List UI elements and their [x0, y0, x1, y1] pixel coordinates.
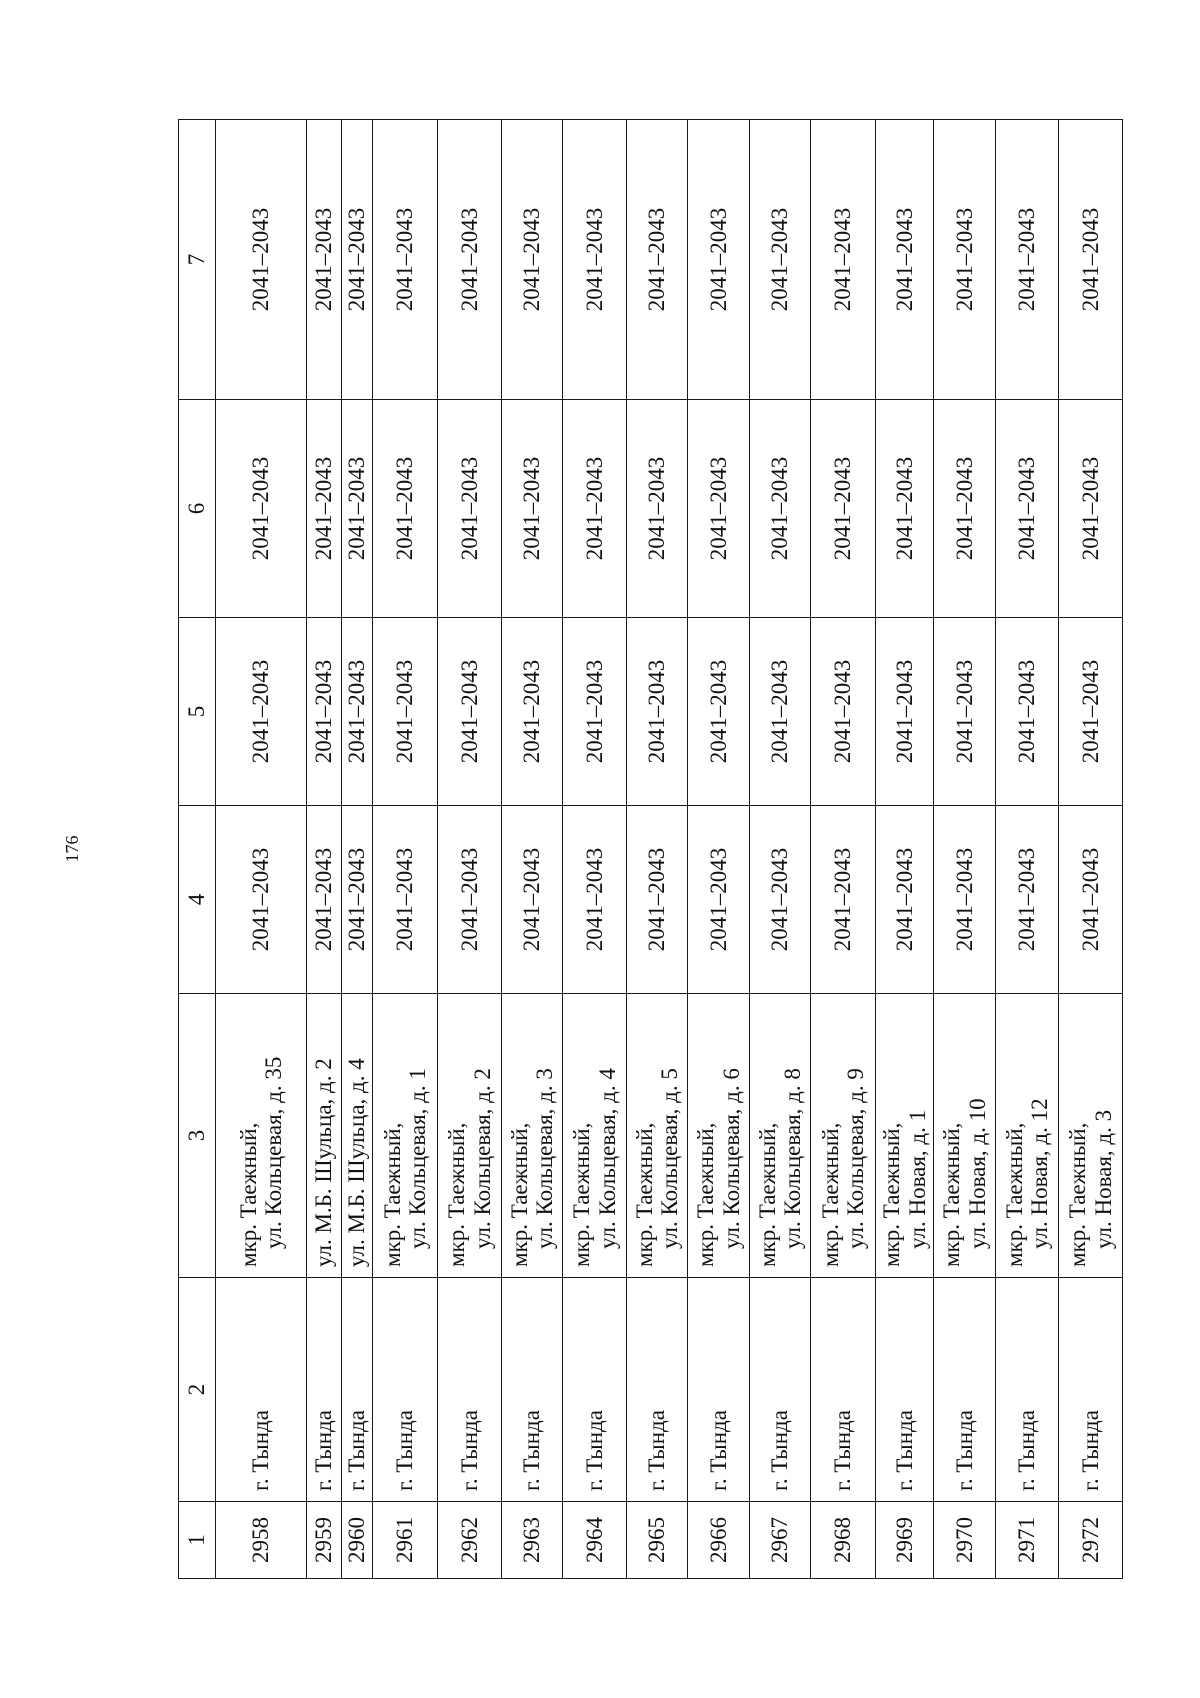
column-header: 5 — [179, 618, 216, 806]
period-cell-col6: 2041–2043 — [749, 400, 810, 618]
table-row — [688, 120, 749, 1579]
address-line: мкр. Таежный, — [444, 1122, 470, 1267]
period-cell-col5: 2041–2043 — [307, 618, 342, 806]
table-row — [1059, 120, 1123, 1579]
city-cell: г. Тында — [438, 1278, 502, 1502]
period-cell-col5: 2041–2043 — [995, 618, 1059, 806]
period-cell-col5: 2041–2043 — [749, 618, 810, 806]
period-cell-col4: 2041–2043 — [1059, 806, 1123, 994]
row-number-cell: 2966 — [688, 1502, 749, 1579]
table-header-row — [179, 120, 216, 1579]
period-cell-col4: 2041–2043 — [811, 806, 876, 994]
period-cell-col6: 2041–2043 — [215, 400, 306, 618]
address-line: ул. Кольцевая, д. 1 — [404, 1068, 430, 1249]
period-cell-col4: 2041–2043 — [215, 806, 306, 994]
address-line: ул. Кольцевая, д. 35 — [261, 1056, 286, 1249]
period-cell-col5: 2041–2043 — [438, 618, 502, 806]
address-line: мкр. Таежный, — [235, 1122, 261, 1267]
period-cell-col7: 2041–2043 — [307, 120, 342, 400]
column-header: 6 — [179, 400, 216, 618]
row-number-cell: 2967 — [749, 1502, 810, 1579]
column-header: 2 — [179, 1278, 216, 1502]
address-line: мкр. Таежный, — [506, 1122, 532, 1267]
row-number-cell: 2969 — [875, 1502, 933, 1579]
period-cell-col6: 2041–2043 — [1059, 400, 1123, 618]
row-number-cell: 2960 — [341, 1502, 372, 1579]
address-line: ул. Кольцевая, д. 8 — [780, 1068, 806, 1249]
table-row — [307, 120, 342, 1579]
city-cell: г. Тында — [934, 1278, 995, 1502]
period-cell-col5: 2041–2043 — [934, 618, 995, 806]
address-line: мкр. Таежный, — [939, 1122, 965, 1267]
table-row — [438, 120, 502, 1579]
city-cell: г. Тында — [307, 1278, 342, 1502]
row-number-cell: 2959 — [307, 1502, 342, 1579]
address-cell — [749, 994, 810, 1278]
city-cell: г. Тында — [341, 1278, 372, 1502]
city-cell: г. Тында — [1059, 1278, 1123, 1502]
address-line: мкр. Таежный, — [379, 1122, 405, 1267]
period-cell-col7: 2041–2043 — [341, 120, 372, 400]
period-cell-col6: 2041–2043 — [501, 400, 562, 618]
address-cell — [688, 994, 749, 1278]
row-number-cell: 2961 — [372, 1502, 438, 1579]
period-cell-col4: 2041–2043 — [934, 806, 995, 994]
period-cell-col4: 2041–2043 — [438, 806, 502, 994]
address-line: ул. Кольцевая, д. 2 — [469, 1068, 495, 1249]
address-line: мкр. Таежный, — [879, 1122, 905, 1267]
city-cell: г. Тында — [995, 1278, 1059, 1502]
address-line: ул. Новая, д. 1 — [904, 1109, 930, 1249]
city-cell: г. Тында — [215, 1278, 306, 1502]
address-line: ул. Кольцевая, д. 5 — [657, 1068, 683, 1249]
address-line: мкр. Таежный, — [1065, 1122, 1091, 1267]
row-number-cell: 2962 — [438, 1502, 502, 1579]
row-number-cell: 2972 — [1059, 1502, 1123, 1579]
period-cell-col7: 2041–2043 — [438, 120, 502, 400]
period-cell-col4: 2041–2043 — [626, 806, 687, 994]
period-cell-col4: 2041–2043 — [501, 806, 562, 994]
table-row — [749, 120, 810, 1579]
table-row — [215, 120, 306, 1579]
period-cell-col4: 2041–2043 — [307, 806, 342, 994]
city-cell: г. Тында — [501, 1278, 562, 1502]
address-line: мкр. Таежный, — [754, 1122, 780, 1267]
row-number-cell: 2958 — [215, 1502, 306, 1579]
period-cell-col5: 2041–2043 — [626, 618, 687, 806]
city-cell: г. Тында — [811, 1278, 876, 1502]
period-cell-col6: 2041–2043 — [875, 400, 933, 618]
period-cell-col4: 2041–2043 — [563, 806, 627, 994]
period-cell-col6: 2041–2043 — [372, 400, 438, 618]
period-cell-col7: 2041–2043 — [749, 120, 810, 400]
table-row — [341, 120, 372, 1579]
period-cell-col5: 2041–2043 — [341, 618, 372, 806]
address-cell — [501, 994, 562, 1278]
address-cell — [811, 994, 876, 1278]
period-cell-col5: 2041–2043 — [215, 618, 306, 806]
row-number-cell: 2964 — [563, 1502, 627, 1579]
table-row — [626, 120, 687, 1579]
period-cell-col6: 2041–2043 — [307, 400, 342, 618]
period-cell-col7: 2041–2043 — [995, 120, 1059, 400]
table-row — [563, 120, 627, 1579]
period-cell-col4: 2041–2043 — [372, 806, 438, 994]
period-cell-col4: 2041–2043 — [875, 806, 933, 994]
city-cell: г. Тында — [372, 1278, 438, 1502]
table-row — [501, 120, 562, 1579]
row-number-cell: 2963 — [501, 1502, 562, 1579]
period-cell-col7: 2041–2043 — [688, 120, 749, 400]
address-cell — [995, 994, 1059, 1278]
address-line: мкр. Таежный, — [631, 1122, 657, 1267]
period-cell-col4: 2041–2043 — [688, 806, 749, 994]
row-number-cell: 2968 — [811, 1502, 876, 1579]
city-cell: г. Тында — [749, 1278, 810, 1502]
period-cell-col7: 2041–2043 — [626, 120, 687, 400]
rotated-table-container — [178, 120, 1123, 1579]
table-row — [875, 120, 933, 1579]
address-cell — [626, 994, 687, 1278]
address-cell — [341, 994, 372, 1278]
period-cell-col7: 2041–2043 — [811, 120, 876, 400]
period-cell-col5: 2041–2043 — [563, 618, 627, 806]
address-line: мкр. Таежный, — [693, 1122, 719, 1267]
period-cell-col6: 2041–2043 — [341, 400, 372, 618]
column-header: 4 — [179, 806, 216, 994]
address-cell — [1059, 994, 1123, 1278]
period-cell-col6: 2041–2043 — [438, 400, 502, 618]
column-header: 1 — [179, 1502, 216, 1579]
city-cell: г. Тында — [563, 1278, 627, 1502]
address-cell — [875, 994, 933, 1278]
address-line: мкр. Таежный, — [569, 1122, 595, 1267]
period-cell-col6: 2041–2043 — [626, 400, 687, 618]
address-line: ул. М.Б. Шульца, д. 2 — [311, 1058, 337, 1267]
address-cell — [563, 994, 627, 1278]
period-cell-col7: 2041–2043 — [501, 120, 562, 400]
row-number-cell: 2970 — [934, 1502, 995, 1579]
period-cell-col5: 2041–2043 — [811, 618, 876, 806]
period-cell-col7: 2041–2043 — [934, 120, 995, 400]
column-header: 3 — [179, 994, 216, 1278]
address-line: мкр. Таежный, — [1001, 1122, 1027, 1267]
period-cell-col7: 2041–2043 — [563, 120, 627, 400]
address-line: ул. Кольцевая, д. 9 — [843, 1068, 869, 1249]
address-cell — [307, 994, 342, 1278]
period-cell-col5: 2041–2043 — [501, 618, 562, 806]
table-row — [995, 120, 1059, 1579]
address-line: ул. М.Б. Шульца, д. 4 — [344, 1058, 370, 1267]
table-row — [934, 120, 995, 1579]
city-cell: г. Тында — [626, 1278, 687, 1502]
address-line: ул. Новая, д. 10 — [964, 1098, 990, 1249]
address-cell — [934, 994, 995, 1278]
address-line: ул. Новая, д. 12 — [1027, 1098, 1053, 1249]
address-line: мкр. Таежный, — [817, 1122, 843, 1267]
period-cell-col4: 2041–2043 — [341, 806, 372, 994]
address-line: ул. Кольцевая, д. 3 — [532, 1068, 558, 1249]
housing-schedule-table — [178, 119, 1123, 1579]
period-cell-col6: 2041–2043 — [811, 400, 876, 618]
row-number-cell: 2965 — [626, 1502, 687, 1579]
period-cell-col6: 2041–2043 — [688, 400, 749, 618]
period-cell-col7: 2041–2043 — [875, 120, 933, 400]
period-cell-col5: 2041–2043 — [688, 618, 749, 806]
period-cell-col4: 2041–2043 — [995, 806, 1059, 994]
address-cell — [372, 994, 438, 1278]
address-cell — [438, 994, 502, 1278]
period-cell-col6: 2041–2043 — [563, 400, 627, 618]
period-cell-col5: 2041–2043 — [1059, 618, 1123, 806]
address-line: ул. Кольцевая, д. 4 — [594, 1068, 620, 1249]
period-cell-col7: 2041–2043 — [1059, 120, 1123, 400]
period-cell-col5: 2041–2043 — [372, 618, 438, 806]
period-cell-col6: 2041–2043 — [934, 400, 995, 618]
row-number-cell: 2971 — [995, 1502, 1059, 1579]
city-cell: г. Тында — [688, 1278, 749, 1502]
table-row — [811, 120, 876, 1579]
address-line: ул. Новая, д. 3 — [1090, 1109, 1116, 1249]
address-line: ул. Кольцевая, д. 6 — [718, 1068, 744, 1249]
address-cell — [215, 994, 306, 1278]
column-header: 7 — [179, 120, 216, 400]
period-cell-col5: 2041–2043 — [875, 618, 933, 806]
table-body — [179, 120, 1123, 1579]
page-number: 176 — [62, 835, 82, 863]
period-cell-col6: 2041–2043 — [995, 400, 1059, 618]
period-cell-col4: 2041–2043 — [749, 806, 810, 994]
city-cell: г. Тында — [875, 1278, 933, 1502]
table-row — [372, 120, 438, 1579]
period-cell-col7: 2041–2043 — [215, 120, 306, 400]
period-cell-col7: 2041–2043 — [372, 120, 438, 400]
